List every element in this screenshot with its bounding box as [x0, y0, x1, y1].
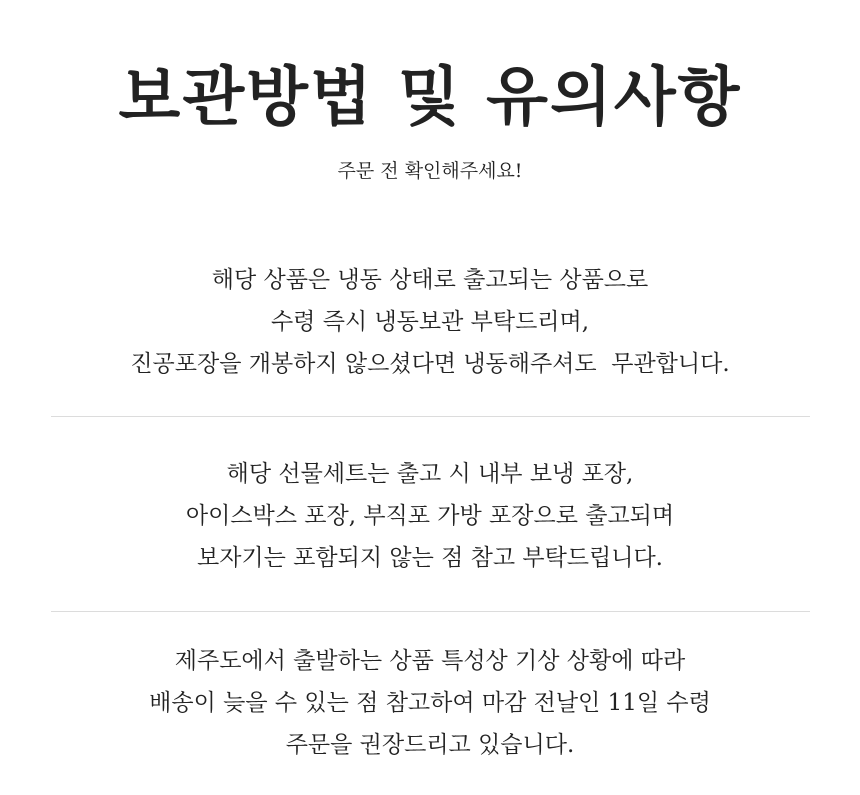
section-divider	[51, 416, 810, 417]
notice-block-delivery	[0, 640, 860, 766]
section-divider	[51, 611, 810, 612]
notice-line: 제주도에서 출발하는 상품 특성상 기상 상황에 따라	[174, 648, 686, 674]
notice-line: 아이스박스 포장, 부직포 가방 포장으로 출고되며	[185, 503, 675, 529]
notice-line: 주문을 권장드리고 있습니다.	[285, 732, 575, 758]
notice-line: 보자기는 포함되지 않는 점 참고 부탁드립니다.	[196, 545, 663, 571]
notice-line: 배송이 늦을 수 있는 점 참고하여 마감 전날인 11일 수령	[149, 690, 711, 716]
page-subtitle: 주문 전 확인해주세요!	[337, 160, 523, 182]
notice-line: 해당 상품은 냉동 상태로 출고되는 상품으로	[211, 267, 649, 293]
notice-block-packaging	[0, 453, 860, 579]
notice-line: 해당 선물세트는 출고 시 내부 보냉 포장,	[226, 461, 634, 487]
notice-block-storage	[0, 259, 860, 385]
page-title: 보관방법 및 유의사항	[118, 61, 742, 135]
notice-line: 진공포장을 개봉하지 않으셨다면 냉동해주셔도 무관합니다.	[130, 351, 730, 377]
notice-line: 수령 즉시 냉동보관 부탁드리며,	[270, 309, 590, 335]
